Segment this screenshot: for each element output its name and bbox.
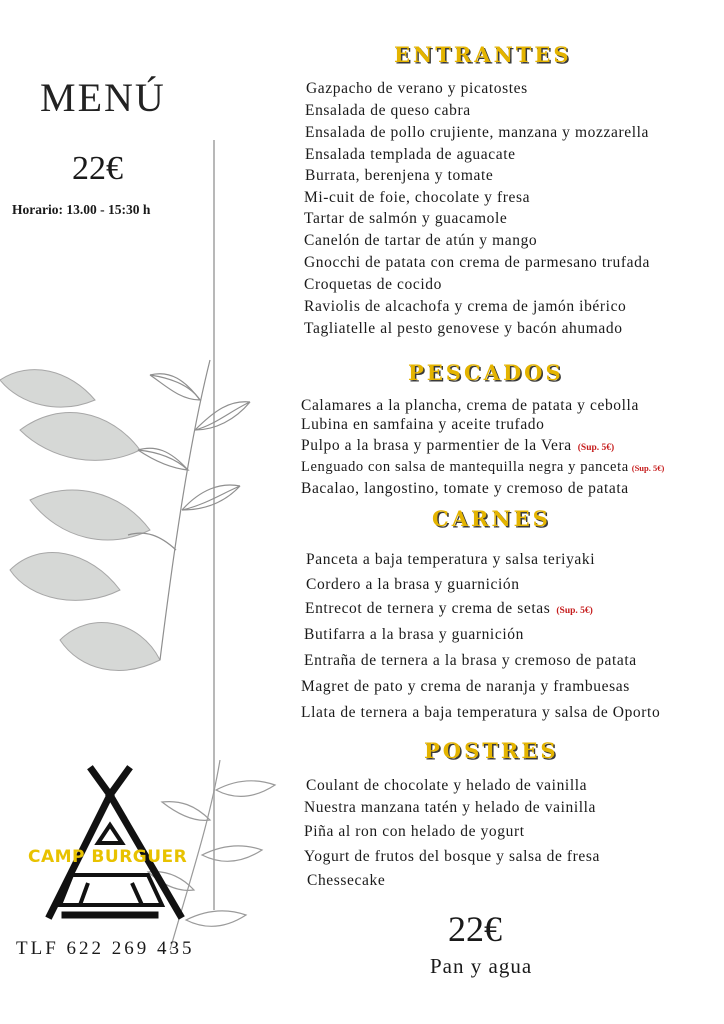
list-item: Canelón de tartar de atún y mango xyxy=(304,232,538,249)
list-item: Burrata, berenjena y tomate xyxy=(305,167,494,184)
list-item: Magret de pato y crema de naranja y frambuesas xyxy=(301,678,630,695)
list-item: Panceta a baja temperatura y salsa teriyaki xyxy=(306,551,596,568)
heading-pescados: PESCADOS xyxy=(408,360,564,385)
list-item: Cordero a la brasa y guarnición xyxy=(306,576,520,593)
menu-title: MENÚ xyxy=(40,75,166,120)
list-item: Entraña de ternera a la brasa y cremoso de patata xyxy=(304,652,637,669)
item-text: Entrecot de ternera y crema de setas xyxy=(305,600,551,617)
list-item: Gnocchi de patata con crema de parmesano trufada xyxy=(304,254,650,271)
list-item: Butifarra a la brasa y guarnición xyxy=(304,626,524,643)
surcharge-badge: (Sup. 5€) xyxy=(631,463,665,473)
list-item: Piña al ron con helado de yogurt xyxy=(304,823,525,840)
list-item: Yogurt de frutos del bosque y salsa de fresa xyxy=(304,848,601,865)
list-item: Nuestra manzana tatén y helado de vainilla xyxy=(304,799,597,816)
camp-burguer-logo-icon xyxy=(30,765,190,925)
heading-postres: POSTRES xyxy=(424,738,559,763)
list-item: Ensalada de queso cabra xyxy=(305,102,471,119)
opening-hours: Horario: 13.00 - 15:30 h xyxy=(12,202,151,217)
list-item xyxy=(301,437,614,455)
list-item xyxy=(301,459,664,476)
logo-text: CAMP BURGUER xyxy=(28,847,188,867)
list-item: Gazpacho de verano y picatostes xyxy=(306,80,528,97)
footer-note: Pan y agua xyxy=(430,954,533,978)
list-item: Calamares a la plancha, crema de patata y cebolla xyxy=(301,397,639,414)
surcharge-badge: (Sup. 5€) xyxy=(577,443,615,453)
list-item: Tartar de salmón y guacamole xyxy=(304,210,508,227)
list-item: Llata de ternera a baja temperatura y salsa de Oporto xyxy=(301,704,661,721)
list-item: Bacalao, langostino, tomate y cremoso de patata xyxy=(301,480,629,497)
list-item: Raviolis de alcachofa y crema de jamón ibérico xyxy=(304,298,627,315)
surcharge-badge: (Sup. 5€) xyxy=(556,606,593,616)
list-item: Ensalada templada de aguacate xyxy=(305,146,516,163)
heading-entrantes: ENTRANTES xyxy=(394,42,572,67)
list-item: Coulant de chocolate y helado de vainilla xyxy=(306,777,588,794)
item-text: Pulpo a la brasa y parmentier de la Vera xyxy=(301,437,572,454)
leaves-decoration-icon xyxy=(0,340,270,760)
footer-price: 22€ xyxy=(448,909,502,949)
list-item: Lubina en samfaina y aceite trufado xyxy=(301,416,545,433)
menu-price: 22€ xyxy=(72,150,123,187)
list-item: Chessecake xyxy=(307,872,386,889)
list-item: Ensalada de pollo crujiente, manzana y mozzarella xyxy=(305,124,649,141)
list-item: Tagliatelle al pesto genovese y bacón ahumado xyxy=(304,320,623,337)
list-item: Mi-cuit de foie, chocolate y fresa xyxy=(304,189,531,206)
heading-carnes: CARNES xyxy=(432,506,551,531)
item-text: Lenguado con salsa de mantequilla negra y panceta xyxy=(301,459,629,475)
list-item: Croquetas de cocido xyxy=(304,276,442,293)
phone-number: TLF 622 269 435 xyxy=(16,938,195,959)
list-item xyxy=(305,600,593,618)
